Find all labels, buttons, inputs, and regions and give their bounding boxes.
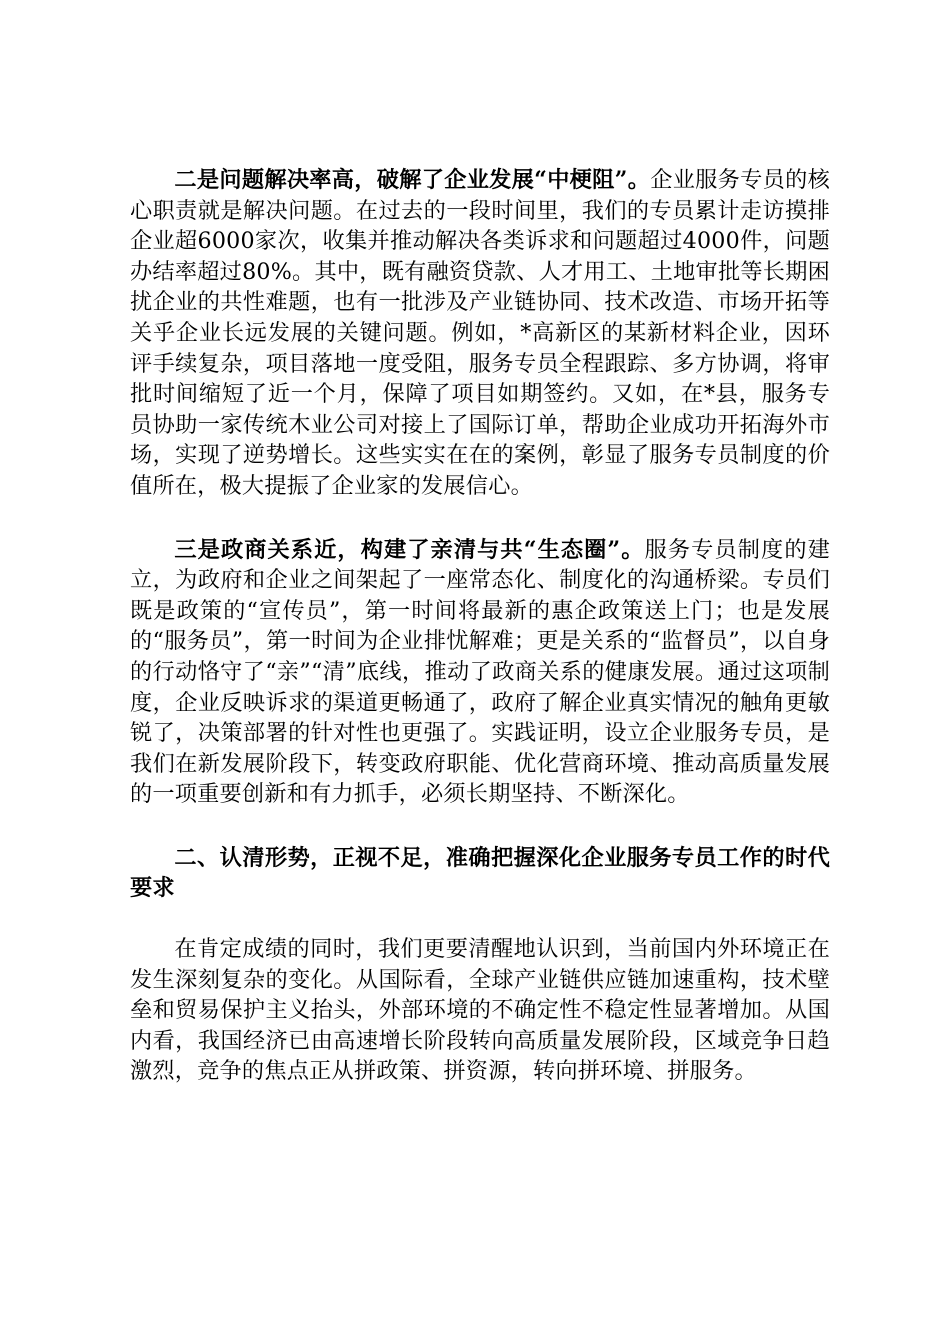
section-heading: 二、认清形势，正视不足，准确把握深化企业服务专员工作的时代要求 — [130, 844, 830, 902]
paragraph-body: 在肯定成绩的同时，我们更要清醒地认识到，当前国内外环境正在发生深刻复杂的变化。从国际看，全球产业链供应链加速重构，技术壁垒和贸易保护主义抬头，外部环境的不确定性不稳定性显著增加。从国内看，我国经济已由高速增长阶段转向高质量发展阶段，区域竞争日趋激烈，竞争的焦点正从拼政策、拼资源，转向拼环境、拼服务。 — [130, 936, 830, 1085]
paragraph-government-business-relations — [130, 535, 830, 810]
paragraph-lead: 三是政商关系近，构建了亲清与共“生态圈”。 — [174, 536, 645, 563]
document-page — [130, 165, 830, 1087]
paragraph-situation — [130, 934, 830, 1087]
paragraph-body: 企业服务专员的核心职责就是解决问题。在过去的一段时间里，我们的专员累计走访摸排企业超6000家次，收集并推动解决各类诉求和问题超过4000件，问题办结率超过80%。其中，既有融资贷款、人才用工、土地审批等长期困扰企业的共性难题，也有一批涉及产业链协同、技术改造、市场开拓等关乎企业长远发展的关键问题。例如，*高新区的某新材料企业，因环评手续复杂，项目落地一度受阻，服务专员全程跟踪、多方协调，将审批时间缩短了近一个月，保障了项目如期签约。又如，在*县，服务专员协助一家传统木业公司对接上了国际订单，帮助企业成功开拓海外市场，实现了逆势增长。这些实实在在的案例，彰显了服务专员制度的价值所在，极大提振了企业家的发展信心。 — [130, 167, 830, 499]
paragraph-problem-solving — [130, 165, 830, 502]
paragraph-body: 服务专员制度的建立，为政府和企业之间架起了一座常态化、制度化的沟通桥梁。专员们既是政策的“宣传员”，第一时间将最新的惠企政策送上门；也是发展的“服务员”，第一时间为企业排忧解难；更是关系的“监督员”，以自身的行动恪守了“亲”“清”底线，推动了政商关系的健康发展。通过这项制度，企业反映诉求的渠道更畅通了，政府了解企业真实情况的触角更敏锐了，决策部署的针对性也更强了。实践证明，设立企业服务专员，是我们在新发展阶段下，转变政府职能、优化营商环境、推动高质量发展的一项重要创新和有力抓手，必须长期坚持、不断深化。 — [130, 536, 830, 808]
paragraph-lead: 二是问题解决率高，破解了企业发展“中梗阻”。 — [174, 167, 651, 193]
